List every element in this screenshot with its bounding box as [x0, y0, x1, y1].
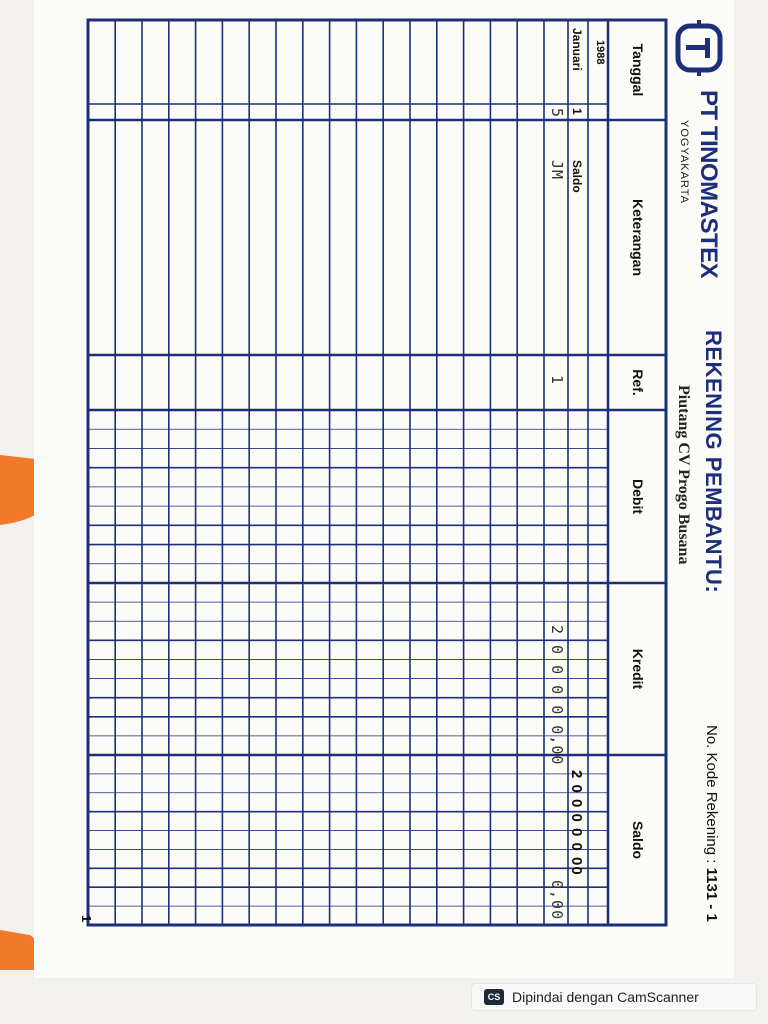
row-keterangan: Saldo — [570, 160, 584, 193]
header-keterangan: Keterangan — [630, 198, 646, 277]
camscanner-watermark — [472, 984, 756, 1010]
document-subtitle: Piutang CV Progo Busana — [675, 385, 692, 565]
header-ref: Ref. — [630, 369, 646, 396]
document-title: REKENING PEMBANTU: — [701, 330, 726, 594]
row-saldo: 0,00 — [548, 880, 566, 921]
row-ref: 1 — [548, 375, 566, 386]
row-saldo: 2 0 0 0 0 0 00 — [568, 770, 585, 876]
row-day: 1 — [570, 108, 584, 115]
account-code-label: No. Kode Rekening : — [703, 725, 720, 864]
company-city: YOGYAKARTA — [678, 120, 690, 204]
ledger-sheet — [64, 0, 734, 978]
header-debit: Debit — [630, 479, 646, 514]
header-saldo: Saldo — [630, 820, 646, 860]
header-kredit: Kredit — [630, 648, 646, 690]
camscanner-icon: CS — [484, 989, 504, 1005]
account-code-value: 1131 - 1 — [703, 867, 720, 922]
page-number: 1 — [79, 915, 94, 923]
company-name: PT TINOMASTEX — [695, 90, 722, 279]
watermark-text: Dipindai dengan CamScanner — [512, 989, 699, 1005]
header-tanggal: Tanggal — [630, 43, 646, 97]
row-year: 1988 — [594, 40, 606, 65]
row-keterangan: JM — [548, 160, 566, 181]
ledger-stage — [64, 0, 734, 978]
row-month: Januari — [570, 28, 584, 71]
row-kredit: 2 0 0 0 0 0,00 — [548, 625, 566, 766]
row-day: 5 — [548, 108, 566, 119]
